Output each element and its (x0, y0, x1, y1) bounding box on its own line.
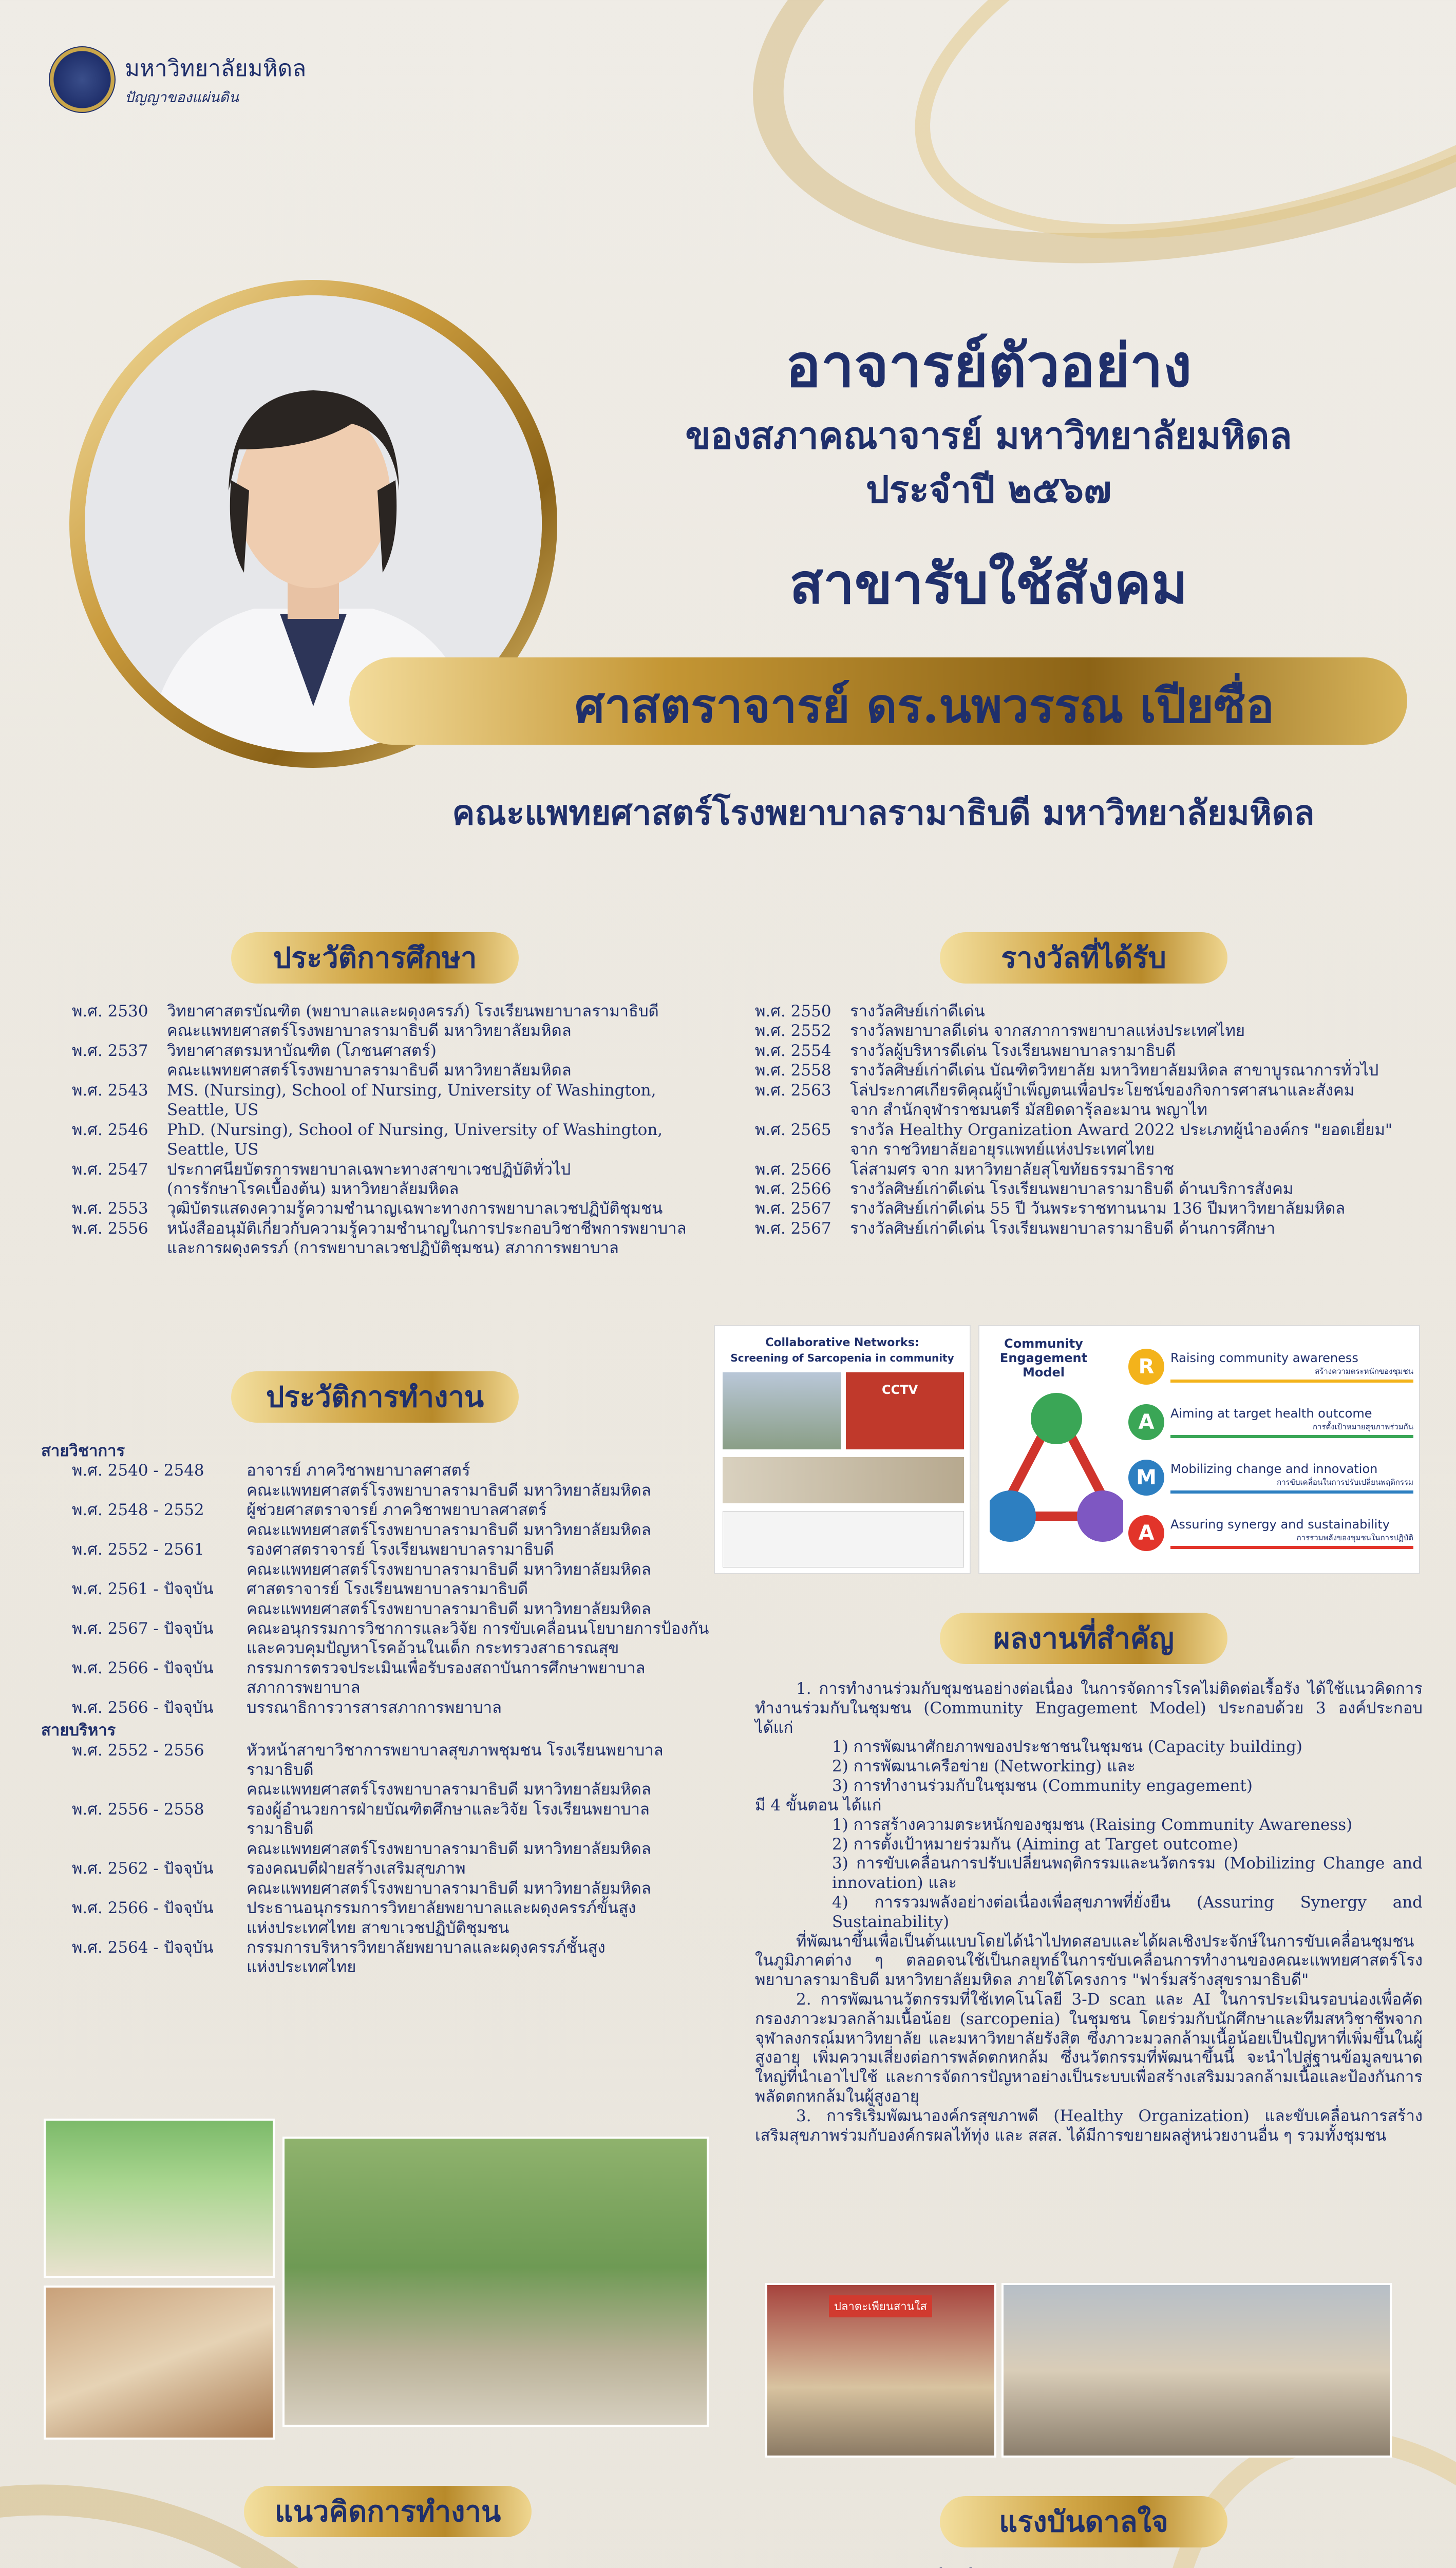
list-item-year: พ.ศ. 2563 (755, 1081, 831, 1100)
list-item-line: รางวัลศิษย์เก่าดีเด่น โรงเรียนพยาบาลรามาธิบดี ด้านการศึกษา (850, 1219, 1276, 1238)
list-item-text (850, 1021, 1423, 1041)
community-sign: ปลาตะเพียนสานใส (829, 2295, 932, 2317)
list-item-line: คณะแพทยศาสตร์โรงพยาบาลรามาธิบดี มหาวิทยาลัยมหิดล (247, 1599, 651, 1618)
list-item-text (850, 1219, 1423, 1238)
achievement-sub-item: 2) การตั้งเป้าหมายร่วมกัน (Aiming at Target outcome) (832, 1835, 1239, 1854)
list-item-year: พ.ศ. 2540 - 2548 (72, 1461, 204, 1480)
list-item-year: พ.ศ. 2543 (72, 1081, 148, 1100)
achievement-sub-item: 4) การรวมพลังอย่างต่อเนื่องเพื่อสุขภาพที่ยั่งยืน (Assuring Synergy and Sustainability) (832, 1893, 1423, 1931)
achievement-sub-item: 2) การพัฒนาเครือข่าย (Networking) และ (832, 1757, 1136, 1776)
list-item-line: ประกาศนียบัตรการพยาบาลเฉพาะทางสาขาเวชปฏิบัติทั่วไป (167, 1160, 571, 1179)
list-item-text (167, 1160, 714, 1199)
philosophy-quote (123, 2563, 652, 2568)
list-item-text (850, 1199, 1423, 1218)
list-item-line: ผู้ช่วยศาสตราจารย์ ภาควิชาพยาบาลศาสตร์ (247, 1501, 547, 1520)
list-item-text (850, 1002, 1423, 1021)
list-item (755, 1081, 1423, 1120)
model-title: Community Engagement Model (999, 1336, 1088, 1380)
list-item-year: พ.ศ. 2566 (755, 1160, 831, 1179)
list-item-line: รางวัลศิษย์เก่าดีเด่น (850, 1002, 985, 1021)
model-step-letter: A (1128, 1515, 1164, 1551)
work-list (41, 1438, 714, 1977)
list-item-text (247, 1461, 714, 1500)
university-logo (49, 46, 306, 113)
list-item-line: กรรมการบริหารวิทยาลัยพยาบาลและผดุงครรภ์ชั้นสูง (247, 1938, 606, 1957)
list-item-line: รางวัลศิษย์เก่าดีเด่น โรงเรียนพยาบาลรามาธิบดี ด้านบริการสังคม (850, 1179, 1294, 1198)
list-item-line: คณะแพทยศาสตร์โรงพยาบาลรามาธิบดี มหาวิทยาลัยมหิดล (247, 1879, 651, 1898)
list-item-year: พ.ศ. 2566 - ปัจจุบัน (72, 1658, 214, 1677)
list-item-text (167, 1081, 714, 1120)
list-item-year: พ.ศ. 2548 - 2552 (72, 1501, 204, 1520)
achievement-sub-item: 1) การพัฒนาศักยภาพของประชาชนในชุมชน (Capacity building) (832, 1738, 1302, 1757)
model-step-thai: สร้างความตระหนักของชุมชน (1315, 1367, 1413, 1376)
list-item-year: พ.ศ. 2556 - 2558 (72, 1800, 204, 1819)
list-item-text (247, 1540, 714, 1579)
list-item (755, 1120, 1423, 1160)
list-item-year: พ.ศ. 2562 - ปัจจุบัน (72, 1859, 214, 1878)
list-item (755, 1160, 1423, 1179)
decorative-swoosh-top (707, 0, 1456, 343)
list-item-year: พ.ศ. 2530 (72, 1002, 148, 1021)
list-item (41, 1859, 714, 1898)
list-item-year: พ.ศ. 2552 (755, 1022, 831, 1041)
model-step (1128, 1394, 1413, 1450)
work-category-label: สายบริหาร (41, 1721, 116, 1740)
list-item-line: และควบคุมปัญหาโรคอ้วนในเด็ก กระทรวงสาธารณสุข (247, 1639, 619, 1658)
award-branch: สาขารับใช้สังคม (789, 552, 1188, 616)
list-item-line: PhD. (Nursing), School of Nursing, University of Washington, (167, 1120, 663, 1139)
list-item-year: พ.ศ. 2564 - ปัจจุบัน (72, 1938, 214, 1957)
list-item-year: พ.ศ. 2567 (755, 1199, 831, 1218)
list-item-text (850, 1061, 1423, 1080)
model-step-label: Aiming at target health outcome (1170, 1406, 1372, 1421)
achievement-1-tail: ที่พัฒนาขึ้นเพื่อเป็นต้นแบบโดยได้นำไปทดสอบและได้ผลเชิงประจักษ์ในการขับเคลื่อนชุมชนในภูมิภาคต่าง ๆ ตลอดจนใช้เป็นกลยุทธ์ในการขับเคลื่อนการทำงานของคณะแพทยศาสตร์โรงพยาบาลรามาธิบดี มหาวิทยาลัยมหิดล ภายใต้โครงการ "ฟาร์มสร้างสุขรามาธิบดี" (755, 1932, 1423, 1990)
model-step-label: Mobilizing change and innovation (1170, 1462, 1378, 1476)
awards-list (755, 1002, 1423, 1238)
list-item-line: รองคณบดีฝ่ายสร้างเสริมสุขภาพ (247, 1859, 466, 1878)
list-item-year: พ.ศ. 2553 (72, 1199, 148, 1218)
list-item (41, 1800, 714, 1859)
university-seal-icon (49, 46, 116, 113)
list-item (755, 1199, 1423, 1218)
achievement-3: 3. การริเริ่มพัฒนาองค์กรสุขภาพดี (Healthy Organization) และขับเคลื่อนการสร้างเสริมสุขภาพร่วมกับองค์กรผลไท้ทุ่ง และ สสส. ได้มีการขยายผลสู่หน่วยงานอื่น ๆ รวมทั้งชุมชน (755, 2106, 1423, 2145)
list-item (755, 1002, 1423, 1021)
collab-title: Collaborative Networks: (765, 1336, 919, 1349)
list-item-line: จาก ราชวิทยาลัยอายุรแพทย์แห่งประเทศไทย (850, 1140, 1155, 1159)
list-item-line: วิทยาศาสตรบัณฑิต (พยาบาลและผดุงครรภ์) โรงเรียนพยาบาลรามาธิบดี (167, 1002, 659, 1021)
list-item-year: พ.ศ. 2561 - ปัจจุบัน (72, 1580, 214, 1599)
list-item-line: หัวหน้าสาขาวิชาการพยาบาลสุขภาพชุมชน โรงเรียนพยาบาลรามาธิบดี (247, 1741, 664, 1779)
achievement-1-steps-intro: มี 4 ขั้นตอน ได้แก่ (755, 1796, 882, 1815)
list-item-text (167, 1002, 714, 1041)
list-item-year: พ.ศ. 2565 (755, 1120, 831, 1139)
model-step-thai: การตั้งเป้าหมายสุขภาพร่วมกัน (1313, 1422, 1413, 1431)
list-item-text (167, 1120, 714, 1160)
list-item-text (850, 1160, 1423, 1179)
list-item-year: พ.ศ. 2537 (72, 1041, 148, 1060)
list-item-line: (การรักษาโรคเบื้องต้น) มหาวิทยาลัยมหิดล (167, 1179, 459, 1198)
list-item-year: พ.ศ. 2552 - 2556 (72, 1741, 204, 1760)
inspiration-heading: แรงบันดาลใจ (940, 2496, 1227, 2547)
list-item-text (850, 1179, 1423, 1199)
list-item (72, 1160, 714, 1199)
list-item-year: พ.ศ. 2547 (72, 1160, 148, 1179)
list-item-year: พ.ศ. 2546 (72, 1120, 148, 1139)
list-item-line: จาก สำนักจุฬาราชมนตรี มัสยิดดารุ้ลอะมาน พญาไท (850, 1101, 1207, 1120)
list-item-line: อาจารย์ ภาควิชาพยาบาลศาสตร์ (247, 1461, 470, 1480)
list-item-line: Seattle, US (167, 1140, 259, 1159)
activity-photo-group (282, 2137, 709, 2427)
decorative-swoosh-top-2 (863, 0, 1456, 324)
list-item-line: รางวัลผู้บริหารดีเด่น โรงเรียนพยาบาลรามาธิบดี (850, 1041, 1176, 1060)
list-item (41, 1500, 714, 1540)
model-step-letter: R (1128, 1349, 1164, 1385)
community-photo-1 (765, 2283, 996, 2458)
list-item-line: คณะแพทยศาสตร์โรงพยาบาลรามาธิบดี มหาวิทยาลัยมหิดล (167, 1061, 572, 1080)
list-item-text (247, 1619, 714, 1658)
list-item-line: ศาสตราจารย์ โรงเรียนพยาบาลรามาธิบดี (247, 1580, 528, 1599)
list-item-line: โล่สามศร จาก มหาวิทยาลัยสุโขทัยธรรมาธิราช (850, 1160, 1175, 1179)
honoree-faculty: คณะแพทยศาสตร์โรงพยาบาลรามาธิบดี มหาวิทยาลัยมหิดล (452, 792, 1315, 833)
achievement-sub-item: 3) การทำงานร่วมกับในชุมชน (Community engagement) (832, 1777, 1253, 1796)
list-item (41, 1741, 714, 1800)
list-item-text (247, 1579, 714, 1619)
model-step-thai: การขับเคลื่อนในการปรับเปลี่ยนพฤติกรรม (1277, 1478, 1413, 1487)
achievement-1: 1. การทำงานร่วมกับชุมชนอย่างต่อเนื่อง ในการจัดการโรคไม่ติดต่อเรื้อรัง ได้ใช้แนวคิดการทำงานร่วมกับในชุมชน (Community Engagement Model) ประกอบด้วย 3 องค์ประกอบ ได้แก่ (755, 1679, 1423, 1737)
list-item (41, 1658, 714, 1698)
achievement-2: 2. การพัฒนานวัตกรรมที่ใช้เทคโนโลยี 3-D scan และ AI ในการประเมินรอบน่องเพื่อคัดกรองภาวะมวลกล้ามเนื้อน้อย (sarcopenia) ในชุมชน โดยร่วมกับนักศึกษาและทีมสหวิชาชีพจากจุฬาลงกรณ์มหาวิทยาลัย และมหาวิทยาลัยรังสิต ซึ่งภาวะมวลกล้ามเนื้อน้อยเป็นปัญหาที่เพิ่มขึ้นในผู้สูงอายุ เพิ่มความเสี่ยงต่อการพลัดตกหกล้ม ซึ่งนวัตกรรมที่พัฒนาขึ้นนี้ จะนำไปสู่ฐานข้อมูลขนาดใหญ่ที่นำเอาไปใช้ และการจัดการปัญหาอย่างเป็นระบบเพื่อสร้างเสริมมวลกล้ามเนื้อและป้องกันการพลัดตกหกล้มในผู้สูงอายุ (755, 1990, 1423, 2106)
list-item-line: รางวัลพยาบาลดีเด่น จากสภาการพยาบาลแห่งประเทศไทย (850, 1022, 1245, 1041)
list-item (41, 1938, 714, 1977)
awards-heading: รางวัลที่ได้รับ (940, 932, 1227, 984)
list-item-text (247, 1741, 714, 1800)
list-item-line: คณะแพทยศาสตร์โรงพยาบาลรามาธิบดี มหาวิทยาลัยมหิดล (247, 1780, 651, 1799)
list-item (72, 1120, 714, 1160)
list-item-year: พ.ศ. 2566 (755, 1179, 831, 1198)
page-year: ประจำปี ๒๕๖๗ (865, 467, 1112, 511)
list-item-text (247, 1800, 714, 1859)
list-item-line: Seattle, US (167, 1101, 259, 1120)
list-item-line: คณะแพทยศาสตร์โรงพยาบาลรามาธิบดี มหาวิทยาลัยมหิดล (247, 1839, 651, 1858)
philosophy-heading: แนวคิดการทำงาน (244, 2486, 532, 2537)
list-item-year: พ.ศ. 2567 - ปัจจุบัน (72, 1619, 214, 1638)
list-item-line: โล่ประกาศเกียรติคุณผู้บำเพ็ญตนเพื่อประโยชน์ของกิจการศาสนาและสังคม (850, 1081, 1355, 1100)
list-item-line: และการผดุงครรภ์ (การพยาบาลเวชปฏิบัติชุมชน) สภาการพยาบาล (167, 1239, 619, 1258)
list-item-line: คณะแพทยศาสตร์โรงพยาบาลรามาธิบดี มหาวิทยาลัยมหิดล (247, 1520, 651, 1539)
list-item-text (247, 1658, 714, 1698)
list-item-line: สภาการพยาบาล (247, 1678, 361, 1697)
list-item (755, 1041, 1423, 1061)
achievement-sub-item: 3) การขับเคลื่อนการปรับเปลี่ยนพฤติกรรมและนวัตกรรม (Mobilizing Change and innovation) และ (832, 1854, 1423, 1893)
cctv-sign: CCTV (882, 1383, 918, 1397)
list-item-year: พ.ศ. 2554 (755, 1041, 831, 1060)
list-item-text (167, 1199, 714, 1218)
list-item-line: รางวัล Healthy Organization Award 2022 ประเภทผู้นำองค์กร "ยอดเยี่ยม" (850, 1120, 1393, 1139)
list-item (72, 1219, 714, 1258)
model-step-letter: M (1128, 1460, 1164, 1496)
list-item-line: หนังสืออนุมัติเกี่ยวกับความรู้ความชำนาญในการประกอบวิชาชีพการพยาบาล (167, 1219, 687, 1238)
achievements-heading: ผลงานที่สำคัญ (940, 1613, 1227, 1664)
list-item-line: คณะอนุกรรมการวิชาการและวิจัย การขับเคลื่อนนโยบายการป้องกัน (247, 1619, 709, 1638)
collab-subtitle: Screening of Sarcopenia in community (730, 1352, 954, 1364)
page-title: อาจารย์ตัวอย่าง (785, 331, 1192, 401)
model-step-letter: A (1128, 1404, 1164, 1440)
list-item-text (850, 1081, 1423, 1120)
list-item (72, 1002, 714, 1041)
list-item-text (247, 1859, 714, 1898)
work-category-label: สายวิชาการ (41, 1442, 125, 1460)
activity-photo-1 (44, 2119, 275, 2278)
list-item-line: บรรณาธิการวารสารสภาการพยาบาล (247, 1698, 502, 1717)
list-item-text (850, 1120, 1423, 1160)
list-item-text (247, 1898, 714, 1938)
list-item-line: วิทยาศาสตรมหาบัณฑิต (โภชนศาสตร์) (167, 1041, 437, 1060)
list-item-text (247, 1500, 714, 1540)
list-item (41, 1698, 714, 1717)
model-step (1128, 1450, 1413, 1505)
list-item (755, 1021, 1423, 1041)
list-item-line: แห่งประเทศไทย (247, 1958, 356, 1977)
education-list (72, 1002, 714, 1258)
list-item-text (247, 1938, 714, 1977)
list-item-line: คณะแพทยศาสตร์โรงพยาบาลรามาธิบดี มหาวิทยาลัยมหิดล (247, 1560, 651, 1579)
list-item (41, 1619, 714, 1658)
list-item-line: MS. (Nursing), School of Nursing, University of Washington, (167, 1081, 656, 1100)
list-item-line: ประธานอนุกรรมการวิทยาลัยพยาบาลและผดุงครรภ์ขั้นสูง (247, 1899, 636, 1918)
list-item-line: รองศาสตราจารย์ โรงเรียนพยาบาลรามาธิบดี (247, 1540, 554, 1559)
list-item-line: วุฒิบัตรแสดงความรู้ความชำนาญเฉพาะทางการพยาบาลเวชปฏิบัติชุมชน (167, 1199, 663, 1218)
list-item (41, 1579, 714, 1619)
list-item (41, 1898, 714, 1938)
university-name: มหาวิทยาลัยมหิดล (125, 55, 307, 82)
list-item-year: พ.ศ. 2556 (72, 1219, 148, 1238)
achievements-text (755, 1679, 1423, 2146)
list-item-year: พ.ศ. 2550 (755, 1002, 831, 1021)
list-item-text (850, 1041, 1423, 1061)
page-subtitle: ของสภาคณาจารย์ มหาวิทยาลัยมหิดล (685, 413, 1292, 457)
list-item (41, 1461, 714, 1500)
list-item-year: พ.ศ. 2567 (755, 1219, 831, 1238)
list-item-line: คณะแพทยศาสตร์โรงพยาบาลรามาธิบดี มหาวิทยาลัยมหิดล (167, 1022, 572, 1041)
list-item-year: พ.ศ. 2566 - ปัจจุบัน (72, 1899, 214, 1918)
education-heading: ประวัติการศึกษา (231, 932, 519, 984)
list-item (72, 1081, 714, 1120)
list-item-year: พ.ศ. 2552 - 2561 (72, 1540, 204, 1559)
model-step (1128, 1339, 1413, 1394)
inspiration-line-1 (719, 2565, 1448, 2568)
model-step-thai: การรวมพลังของชุมชนในการปฏิบัติ (1296, 1533, 1413, 1542)
model-step (1128, 1505, 1413, 1561)
list-item (41, 1540, 714, 1579)
community-photo-2 (1001, 2283, 1392, 2458)
list-item-line: รองผู้อำนวยการฝ่ายบัณฑิตศึกษาและวิจัย โรงเรียนพยาบาลรามาธิบดี (247, 1800, 650, 1839)
list-item (72, 1199, 714, 1218)
list-item-line: คณะแพทยศาสตร์โรงพยาบาลรามาธิบดี มหาวิทยาลัยมหิดล (247, 1481, 651, 1500)
model-step-label: Assuring synergy and sustainability (1170, 1517, 1390, 1532)
list-item (755, 1179, 1423, 1199)
list-item-line: แห่งประเทศไทย สาขาเวชปฏิบัติชุมชน (247, 1918, 509, 1937)
list-item-line: รางวัลศิษย์เก่าดีเด่น 55 ปี วันพระราชทานนาม 136 ปีมหาวิทยาลัยมหิดล (850, 1199, 1346, 1218)
list-item-text (167, 1041, 714, 1081)
honoree-name: ศาสตราจารย์ ดร.นพวรรณ เปียซื่อ (575, 678, 1274, 733)
collaborative-networks-image (714, 1325, 971, 1574)
community-engagement-model-diagram (978, 1325, 1420, 1574)
university-motto: ปัญญาของแผ่นดิน (125, 89, 239, 106)
list-item-year: พ.ศ. 2558 (755, 1061, 831, 1080)
list-item (72, 1041, 714, 1081)
model-step-label: Raising community awareness (1170, 1351, 1358, 1365)
list-item (755, 1061, 1423, 1080)
list-item-year: พ.ศ. 2566 - ปัจจุบัน (72, 1698, 214, 1717)
list-item-text (247, 1698, 714, 1717)
list-item-line: รางวัลศิษย์เก่าดีเด่น บัณฑิตวิทยาลัย มหาวิทยาลัยมหิดล สาขาบูรณาการทั่วไป (850, 1061, 1379, 1080)
list-item-line: กรรมการตรวจประเมินเพื่อรับรองสถาบันการศึกษาพยาบาล (247, 1658, 646, 1677)
achievement-sub-item: 1) การสร้างความตระหนักของชุมชน (Raising Community Awareness) (832, 1815, 1353, 1834)
list-item-text (167, 1219, 714, 1258)
activity-photo-2 (44, 2286, 275, 2440)
list-item (755, 1219, 1423, 1238)
work-heading: ประวัติการทำงาน (231, 1371, 519, 1423)
